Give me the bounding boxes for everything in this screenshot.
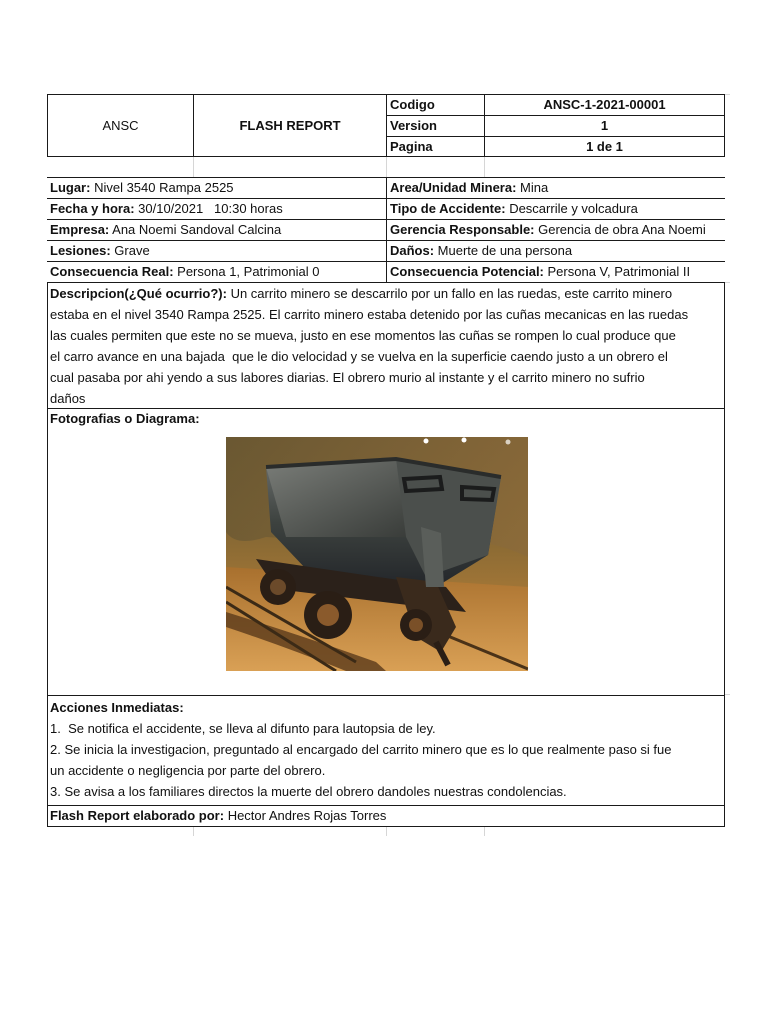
consecuencia-potencial-field [390, 262, 690, 282]
gridline [193, 156, 194, 178]
lugar-label: Lugar: [50, 180, 91, 195]
tipo-field [390, 199, 638, 219]
consecuencia-real-value: Persona 1, Patrimonial 0 [173, 264, 320, 279]
fecha-value: 30/10/2021 10:30 horas [134, 201, 283, 216]
danos-label: Daños: [390, 243, 435, 258]
version-label: Version [390, 118, 437, 133]
lugar-field [50, 178, 234, 198]
acciones-item: 3. Se avisa a los familiares directos la muerte del obrero dandoles nuestras condolencias. [50, 784, 567, 799]
fecha-label: Fecha y hora: [50, 201, 135, 216]
mine-cart-photo [226, 437, 528, 671]
tipo-label: Tipo de Accidente: [390, 201, 506, 216]
area-label: Area/Unidad Minera: [390, 180, 517, 195]
empresa-field [50, 220, 281, 240]
gridline [386, 826, 387, 836]
gridline [484, 156, 485, 178]
gridline [484, 826, 485, 836]
danos-value: Muerte de una persona [434, 243, 573, 258]
descripcion-line: el carro avance en una bajada que le dio velocidad y se vuelva en la superficie caendo justo a un obrero el [50, 349, 668, 364]
lesiones-field [50, 241, 150, 261]
danos-field [390, 241, 572, 261]
descripcion-line: Un carrito minero se descarrilo por un fallo en las ruedas, este carrito minero [226, 286, 673, 301]
acciones-item: un accidente o negligencia por parte del obrero. [50, 763, 326, 778]
footer-author [50, 806, 386, 826]
acciones-item: 1. Se notifica el accidente, se lleva al difunto para lautopsia de ley. [50, 721, 436, 736]
version-value: 1 [600, 118, 609, 133]
descripcion-line: cual pasaba por ahi yendo a sus labores diarias. El obrero murio al instante y el carrito minero no sufrio [50, 370, 645, 385]
consecuencia-real-label: Consecuencia Real: [50, 264, 174, 279]
company-name: ANSC [102, 118, 139, 133]
acciones-block [50, 697, 722, 802]
descripcion-line: estaba en el nivel 3540 Rampa 2525. El carrito minero estaba detenido por las cuñas mecanicas en las ruedas [50, 307, 689, 322]
empresa-value: Ana Noemi Sandoval Calcina [109, 222, 282, 237]
descripcion-block [50, 283, 722, 409]
pagina-value: 1 de 1 [586, 139, 623, 154]
report-title: FLASH REPORT [239, 118, 341, 133]
consecuencia-potencial-value: Persona V, Patrimonial II [543, 264, 691, 279]
empresa-label: Empresa: [50, 222, 110, 237]
codigo-value: ANSC-1-2021-00001 [543, 97, 666, 112]
codigo-label: Codigo [390, 97, 435, 112]
consecuencia-potencial-label: Consecuencia Potencial: [390, 264, 544, 279]
fotografias-label: Fotografias o Diagrama: [50, 411, 200, 426]
descripcion-label: Descripcion(¿Qué ocurrio?): [50, 286, 227, 301]
gerencia-label: Gerencia Responsable: [390, 222, 535, 237]
lugar-value: Nivel 3540 Rampa 2525 [90, 180, 234, 195]
descripcion-line: las cuales permiten que este no se mueva, justo en ese momentos las cuñas se rompen lo cual produce que [50, 328, 676, 343]
acciones-label: Acciones Inmediatas: [50, 700, 184, 715]
consecuencia-real-field [50, 262, 320, 282]
area-field [390, 178, 548, 198]
area-value: Mina [516, 180, 549, 195]
fecha-field [50, 199, 283, 219]
descripcion-line: daños [50, 391, 86, 406]
lesiones-label: Lesiones: [50, 243, 111, 258]
lesiones-value: Grave [110, 243, 150, 258]
footer-value: Hector Andres Rojas Torres [224, 808, 387, 823]
footer-label: Flash Report elaborado por: [50, 808, 225, 823]
gridline [193, 826, 194, 836]
gridline [386, 156, 387, 178]
gerencia-field [390, 220, 706, 240]
tipo-value: Descarrile y volcadura [505, 201, 638, 216]
acciones-item: 2. Se inicia la investigacion, preguntado al encargado del carrito minero que es lo que realmente paso si fue [50, 742, 672, 757]
pagina-label: Pagina [390, 139, 433, 154]
gerencia-value: Gerencia de obra Ana Noemi [534, 222, 706, 237]
